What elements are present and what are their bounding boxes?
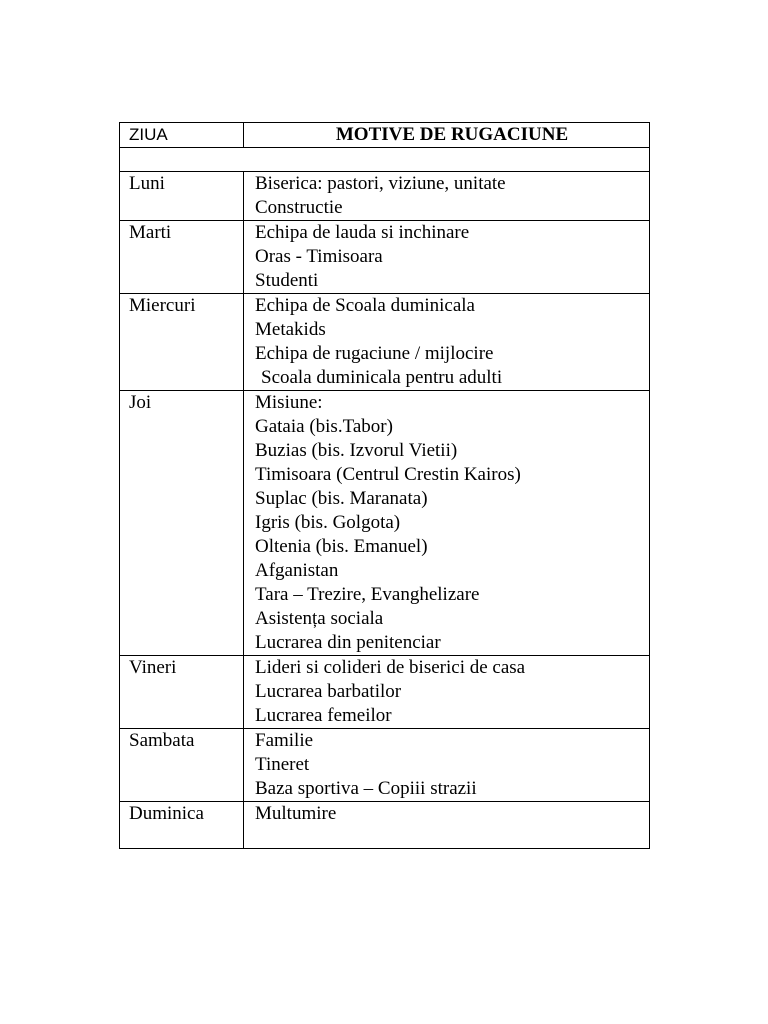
empty-row	[120, 148, 650, 172]
table-row	[120, 802, 650, 849]
day-cell: Vineri	[120, 656, 244, 729]
table-row	[120, 172, 650, 221]
motives-cell	[244, 221, 650, 294]
day-cell: Joi	[120, 391, 244, 656]
motive-line: Metakids	[255, 319, 326, 340]
motive-line: Misiune:	[255, 392, 323, 413]
day-cell: Sambata	[120, 729, 244, 802]
motive-line: Echipa de Scoala duminicala	[255, 295, 475, 316]
motive-line: Asistența sociala	[255, 608, 384, 629]
day-cell: Luni	[120, 172, 244, 221]
motives-cell	[244, 729, 650, 802]
motive-line: Lideri si colideri de biserici de casa	[255, 657, 526, 678]
motive-line: Constructie	[255, 197, 343, 218]
motive-line: Afganistan	[255, 560, 339, 581]
motive-line: Lucrarea barbatilor	[255, 681, 402, 702]
motive-line: Oltenia (bis. Emanuel)	[255, 536, 428, 557]
motive-line: Studenti	[255, 270, 319, 291]
motive-line: Biserica: pastori, viziune, unitate	[255, 173, 506, 194]
table-row	[120, 294, 650, 391]
motive-line: Buzias (bis. Izvorul Vietii)	[255, 440, 458, 461]
motive-line: Tara – Trezire, Evanghelizare	[255, 584, 480, 605]
motive-line: Gataia (bis.Tabor)	[255, 416, 393, 437]
motive-line: Lucrarea din penitenciar	[255, 632, 441, 653]
motives-cell	[244, 294, 650, 391]
motives-cell	[244, 391, 650, 656]
motive-line: Scoala duminicala pentru adulti	[261, 367, 503, 388]
table-row	[120, 221, 650, 294]
motives-cell	[244, 656, 650, 729]
motive-line: Oras - Timisoara	[255, 246, 383, 267]
motive-line: Multumire	[255, 803, 337, 824]
motives-cell	[244, 802, 650, 849]
day-cell: Marti	[120, 221, 244, 294]
table-header-row	[120, 123, 650, 148]
motive-line: Timisoara (Centrul Crestin Kairos)	[255, 464, 521, 485]
motive-line: Tineret	[255, 754, 310, 775]
motive-line: Echipa de rugaciune / mijlocire	[255, 343, 494, 364]
motive-line: Baza sportiva – Copiii strazii	[255, 778, 477, 799]
table-row	[120, 656, 650, 729]
motive-line: Echipa de lauda si inchinare	[255, 222, 470, 243]
prayer-schedule-table	[119, 122, 650, 849]
header-motives: MOTIVE DE RUGACIUNE	[244, 123, 650, 148]
header-day: ZIUA	[120, 123, 244, 148]
table-row	[120, 729, 650, 802]
motive-line: Igris (bis. Golgota)	[255, 512, 401, 533]
motive-line: Familie	[255, 730, 314, 751]
day-cell: Duminica	[120, 802, 244, 849]
motives-cell	[244, 172, 650, 221]
motive-line: Suplac (bis. Maranata)	[255, 488, 428, 509]
day-cell: Miercuri	[120, 294, 244, 391]
empty-cell	[120, 148, 650, 172]
table-row	[120, 391, 650, 656]
motive-line: Lucrarea femeilor	[255, 705, 392, 726]
